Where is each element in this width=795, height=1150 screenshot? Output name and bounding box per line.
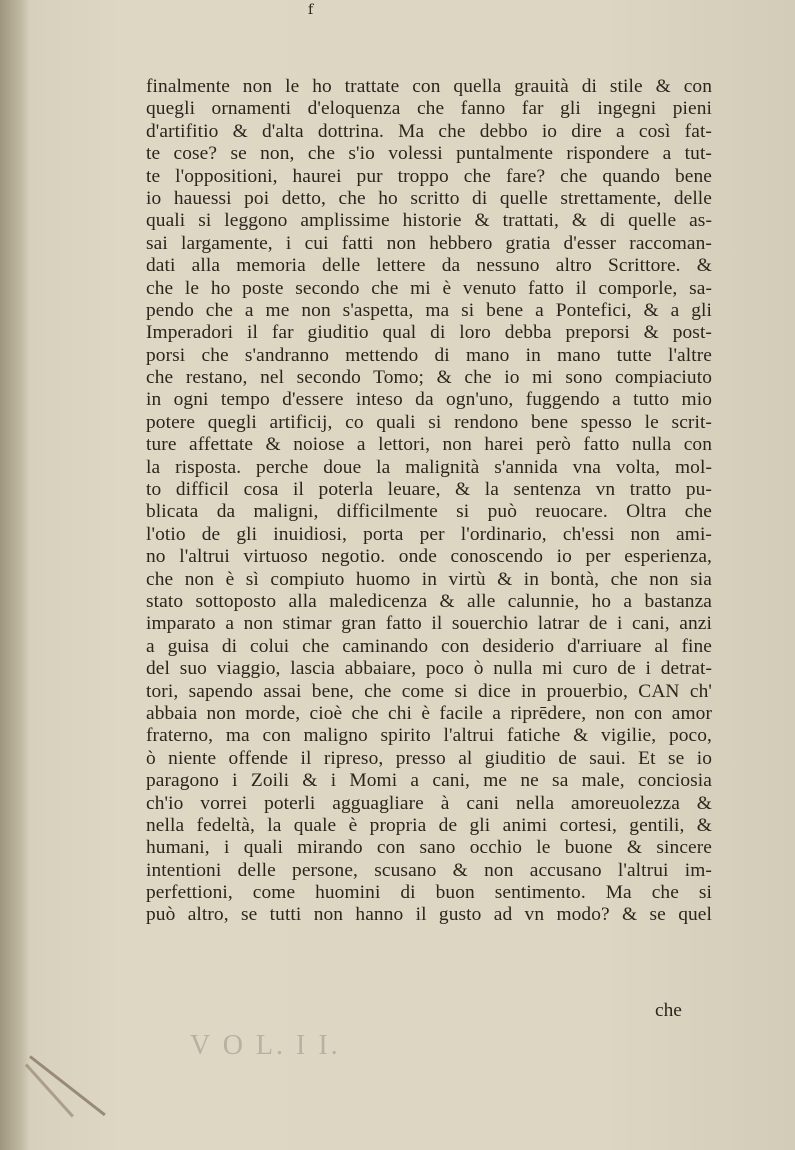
catchword: che [655,1000,682,1021]
signature-mark: V O L. I I. [190,1030,341,1061]
text-line: quegli ornamenti d'eloquenza che fanno far gli ingegni pieni [146,98,712,120]
text-line: paragono i Zoili & i Momi a cani, me ne sa male, conciosia [146,770,712,792]
text-line: ture affettate & noiose a lettori, non harei però fatto nulla con [146,434,712,456]
text-line: te cose? se non, che s'io volessi puntalmente rispondere a tut- [146,143,712,165]
text-line: perfettioni, come huomini di buon sentimento. Ma che si [146,882,712,904]
text-line: nella fedeltà, la quale è propria de gli animi cortesi, gentili, & [146,814,712,836]
text-line: la risposta. perche doue la malignità s'annida vna volta, mol- [146,456,712,478]
bookmark-string [29,1055,106,1116]
text-line: intentioni delle persone, scusano & non accusano l'altrui im- [146,859,712,881]
text-line: blicata da maligni, difficilmente si può reuocare. Oltra che [146,501,712,523]
text-line: te l'oppositioni, haurei pur troppo che fare? che quando bene [146,165,712,187]
text-line: Imperadori il far giuditio qual di loro debba preporsi & post- [146,322,712,344]
text-line: ch'io vorrei poterli agguagliare à cani nella amoreuolezza & [146,792,712,814]
page-body-text [146,76,712,927]
text-line: pendo che a me non s'aspetta, ma si bene a Pontefici, & a gli [146,299,712,321]
text-line: porsi che s'andranno mettendo di mano in mano tutte l'altre [146,344,712,366]
text-line: quali si leggono amplissime historie & trattati, & di quelle as- [146,210,712,232]
text-line: dati alla memoria delle lettere da nessuno altro Scrittore. & [146,255,712,277]
text-line: abbaia non morde, cioè che chi è facile a riprēdere, non con amor [146,702,712,724]
text-line: che non è sì compiuto huomo in virtù & in bontà, che non sia [146,568,712,590]
top-mark: f [308,2,314,18]
text-line: stato sottoposto alla maledicenza & alle calunnie, ho a bastanza [146,590,712,612]
text-line: sai largamente, i cui fatti non hebbero gratia d'esser raccoman- [146,232,712,254]
text-line: può altro, se tutti non hanno il gusto ad vn modo? & se quel [146,904,712,926]
text-line: tori, sapendo assai bene, che come si dice in prouerbio, CAN ch' [146,680,712,702]
text-line: imparato a non stimar gran fatto il souerchio latrar de i cani, anzi [146,613,712,635]
text-line: d'artifitio & d'alta dottrina. Ma che debbo io dire a così fat- [146,120,712,142]
text-line: a guisa di colui che caminando con desiderio d'arriuare al fine [146,635,712,657]
text-line: potere quegli artificij, co quali si rendono bene spesso le scrit- [146,411,712,433]
text-line: che restano, nel secondo Tomo; & che io mi sono compiaciuto [146,367,712,389]
text-line: no l'altrui virtuoso negotio. onde conoscendo io per esperienza, [146,546,712,568]
text-line: che le ho poste secondo che mi è venuto fatto il comporle, sa- [146,277,712,299]
text-line: finalmente non le ho trattate con quella grauità di stile & con [146,76,712,97]
text-line: l'otio de gli inuidiosi, porta per l'ordinario, ch'essi non ami- [146,523,712,545]
text-line: humani, i quali mirando con sano occhio le buone & sincere [146,837,712,859]
text-line: del suo viaggio, lascia abbaiare, poco ò nulla mi curo de i detrat- [146,658,712,680]
text-line: io hauessi poi detto, che ho scritto di quelle strettamente, delle [146,187,712,209]
text-line: ò niente offende il ripreso, presso al giuditio de saui. Et se io [146,747,712,769]
text-line: to difficil cosa il poterla leuare, & la sentenza vn tratto pu- [146,479,712,501]
text-line: in ogni tempo d'essere inteso da ogn'uno, fuggendo a tutto mio [146,389,712,411]
binding-shadow [0,0,30,1150]
text-line: fraterno, ma con maligno spirito l'altrui fatiche & vigilie, poco, [146,725,712,747]
